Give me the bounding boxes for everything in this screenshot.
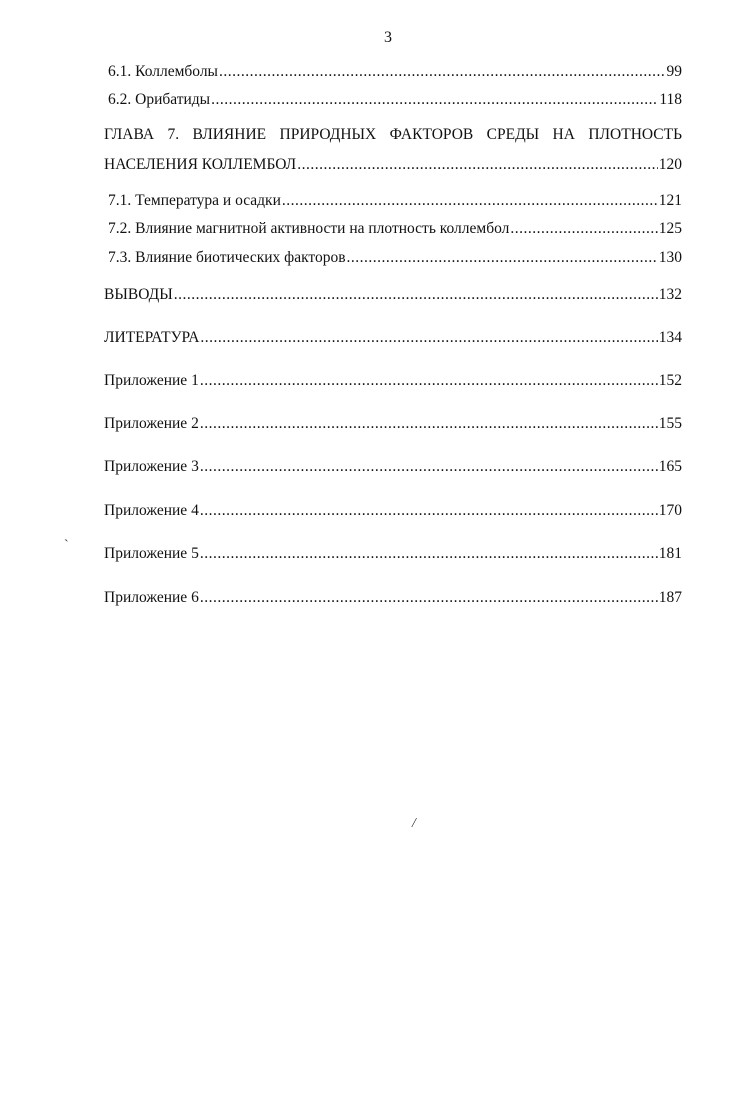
toc-page: 152 xyxy=(658,372,682,389)
toc-entry xyxy=(104,155,682,175)
toc-entry xyxy=(108,191,682,211)
toc-page: 187 xyxy=(658,589,682,606)
toc-page: 130 xyxy=(658,249,682,266)
toc-title: 7.3. Влияние биотических факторов xyxy=(108,249,346,266)
dot-leader xyxy=(219,62,666,82)
dot-leader xyxy=(347,248,658,268)
dot-leader xyxy=(282,191,658,211)
toc-entry xyxy=(104,285,682,305)
chapter-heading: ГЛАВА 7. ВЛИЯНИЕ ПРИРОДНЫХ ФАКТОРОВ СРЕДЫ НА ПЛОТНОСТЬ xyxy=(104,126,682,143)
toc-page: 118 xyxy=(659,91,682,108)
dot-leader xyxy=(297,155,658,175)
toc-title: ВЫВОДЫ xyxy=(104,286,173,303)
toc-entry xyxy=(108,248,682,268)
toc-title: Приложение 4 xyxy=(104,502,199,519)
dot-leader xyxy=(200,371,658,391)
dot-leader xyxy=(200,588,658,608)
dot-leader xyxy=(200,414,658,434)
toc-entry xyxy=(104,544,682,564)
toc-title: 7.1. Температура и осадки xyxy=(108,192,281,209)
toc-entry xyxy=(104,457,682,477)
toc-entry xyxy=(108,90,682,110)
toc-title: Приложение 5 xyxy=(104,545,199,562)
dot-leader xyxy=(200,328,657,348)
toc-title: Приложение 6 xyxy=(104,589,199,606)
toc-page: 134 xyxy=(658,329,682,346)
scan-speck: / xyxy=(412,816,416,831)
toc-entry xyxy=(104,371,682,391)
toc-title: 6.2. Орибатиды xyxy=(108,91,211,108)
toc-title: Приложение 2 xyxy=(104,415,199,432)
toc-page: 165 xyxy=(658,458,682,475)
toc-entry xyxy=(104,501,682,521)
dot-leader xyxy=(200,544,658,564)
toc-page: 121 xyxy=(658,192,682,209)
toc-page: 132 xyxy=(658,286,682,303)
toc-page: 99 xyxy=(666,63,682,80)
dot-leader xyxy=(510,219,657,239)
dot-leader xyxy=(211,90,658,110)
toc-entry xyxy=(104,414,682,434)
dot-leader xyxy=(200,457,658,477)
toc-entry xyxy=(104,588,682,608)
toc-page: 125 xyxy=(658,220,682,237)
toc-title: 7.2. Влияние магнитной активности на плотность коллембол xyxy=(108,220,510,237)
dot-leader xyxy=(174,285,658,305)
toc-title: 6.1. Коллемболы xyxy=(108,63,218,80)
toc-entry xyxy=(108,62,682,82)
toc-title: НАСЕЛЕНИЯ КОЛЛЕМБОЛ xyxy=(104,156,297,173)
dot-leader xyxy=(200,501,658,521)
toc-page: 155 xyxy=(658,415,682,432)
toc-page: 181 xyxy=(658,545,682,562)
toc-entry xyxy=(108,219,682,239)
toc-title: Приложение 3 xyxy=(104,458,199,475)
scan-speck: ` xyxy=(64,538,69,553)
page-number: 3 xyxy=(384,29,392,46)
toc-title: Приложение 1 xyxy=(104,372,199,389)
toc-title: ЛИТЕРАТУРА xyxy=(104,329,200,346)
toc-page: 120 xyxy=(658,156,682,173)
toc-entry xyxy=(104,328,682,348)
toc-page: 170 xyxy=(658,502,682,519)
